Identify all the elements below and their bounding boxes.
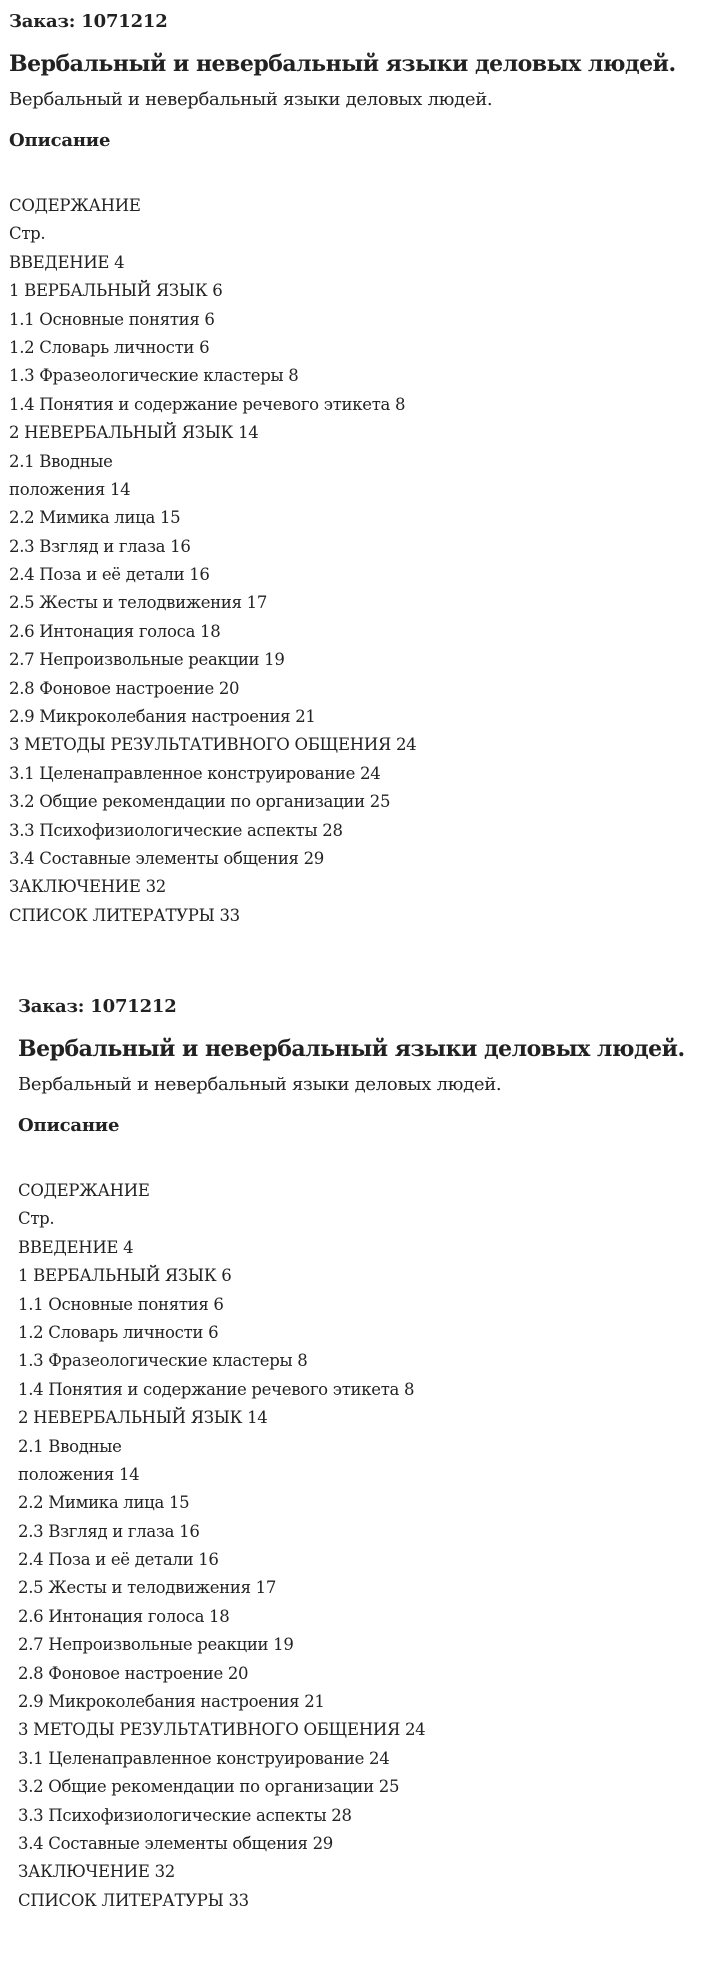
toc-item: СПИСОК ЛИТЕРАТУРЫ 33: [18, 1890, 249, 1910]
toc-item: 1.4 Понятия и содержание речевого этикета 8: [9, 394, 406, 414]
toc-item: 2.2 Мимика лица 15: [18, 1493, 190, 1513]
toc-item: 3.2 Общие рекомендации по организации 25: [18, 1777, 400, 1797]
toc-item: положения 14: [18, 1464, 140, 1484]
toc-item: Стр.: [18, 1209, 55, 1229]
toc-item: 1.1 Основные понятия 6: [9, 309, 215, 329]
toc-item: 2.1 Вводные: [9, 451, 113, 471]
toc-item: 2.3 Взгляд и глаза 16: [9, 536, 191, 556]
toc-item: ВВЕДЕНИЕ 4: [18, 1237, 134, 1257]
toc-item: 1.3 Фразеологические кластеры 8: [9, 366, 299, 386]
table-of-contents: [9, 192, 416, 930]
toc-item: 3.1 Целенаправленное конструирование 24: [9, 763, 381, 783]
toc-item: 1.3 Фразеологические кластеры 8: [18, 1351, 308, 1371]
toc-item: 2 НЕВЕРБАЛЬНЫЙ ЯЗЫК 14: [9, 423, 259, 443]
document-subtitle: Вербальный и невербальный языки деловых людей.: [9, 89, 493, 110]
order-number: Заказ: 1071212: [9, 11, 168, 32]
table-of-contents: [18, 1177, 425, 1915]
toc-item: 2.2 Мимика лица 15: [9, 508, 181, 528]
toc-item: ЗАКЛЮЧЕНИЕ 32: [9, 877, 166, 897]
toc-item: 2 НЕВЕРБАЛЬНЫЙ ЯЗЫК 14: [18, 1408, 268, 1428]
toc-item: 2.7 Непроизвольные реакции 19: [9, 650, 285, 670]
toc-item: 1.2 Словарь личности 6: [18, 1322, 219, 1342]
toc-item: 2.8 Фоновое настроение 20: [9, 678, 240, 698]
toc-item: 3.3 Психофизиологические аспекты 28: [9, 820, 343, 840]
toc-item: 1.2 Словарь личности 6: [9, 337, 210, 357]
toc-item: 3 МЕТОДЫ РЕЗУЛЬТАТИВНОГО ОБЩЕНИЯ 24: [18, 1720, 426, 1740]
toc-item: 3.4 Составные элементы общения 29: [9, 848, 324, 868]
toc-item: 2.8 Фоновое настроение 20: [18, 1663, 249, 1683]
toc-item: 2.4 Поза и её детали 16: [9, 565, 210, 585]
toc-item: СОДЕРЖАНИЕ: [18, 1181, 150, 1200]
order-number: Заказ: 1071212: [18, 996, 177, 1017]
toc-item: 3.4 Составные элементы общения 29: [18, 1833, 333, 1853]
toc-item: 3 МЕТОДЫ РЕЗУЛЬТАТИВНОГО ОБЩЕНИЯ 24: [9, 735, 417, 755]
document-title: Вербальный и невербальный языки деловых людей.: [18, 1036, 685, 1062]
toc-item: СПИСОК ЛИТЕРАТУРЫ 33: [9, 905, 240, 925]
toc-item: 2.1 Вводные: [18, 1436, 122, 1456]
toc-item: ВВЕДЕНИЕ 4: [9, 252, 125, 272]
toc-item: 2.5 Жесты и телодвижения 17: [9, 593, 268, 613]
toc-item: 2.7 Непроизвольные реакции 19: [18, 1635, 294, 1655]
toc-item: ЗАКЛЮЧЕНИЕ 32: [18, 1862, 175, 1882]
toc-item: 1 ВЕРБАЛЬНЫЙ ЯЗЫК 6: [9, 281, 223, 301]
document-subtitle: Вербальный и невербальный языки деловых людей.: [18, 1074, 502, 1095]
document-title: Вербальный и невербальный языки деловых людей.: [9, 51, 676, 77]
toc-item: 2.3 Взгляд и глаза 16: [18, 1521, 200, 1541]
toc-item: 3.3 Психофизиологические аспекты 28: [18, 1805, 352, 1825]
toc-item: 2.6 Интонация голоса 18: [9, 621, 221, 641]
toc-item: 2.6 Интонация голоса 18: [18, 1606, 230, 1626]
toc-item: 2.9 Микроколебания настроения 21: [18, 1692, 325, 1712]
toc-item: Стр.: [9, 224, 46, 244]
description-heading: Описание: [18, 1115, 120, 1136]
description-heading: Описание: [9, 130, 111, 151]
toc-item: 3.1 Целенаправленное конструирование 24: [18, 1748, 390, 1768]
toc-item: 3.2 Общие рекомендации по организации 25: [9, 792, 391, 812]
toc-item: положения 14: [9, 479, 131, 499]
toc-item: 2.4 Поза и её детали 16: [18, 1550, 219, 1570]
toc-item: 1 ВЕРБАЛЬНЫЙ ЯЗЫК 6: [18, 1266, 232, 1286]
toc-item: 1.4 Понятия и содержание речевого этикета 8: [18, 1379, 415, 1399]
toc-item: 1.1 Основные понятия 6: [18, 1294, 224, 1314]
toc-item: СОДЕРЖАНИЕ: [9, 196, 141, 215]
toc-item: 2.5 Жесты и телодвижения 17: [18, 1578, 277, 1598]
toc-item: 2.9 Микроколебания настроения 21: [9, 707, 316, 727]
